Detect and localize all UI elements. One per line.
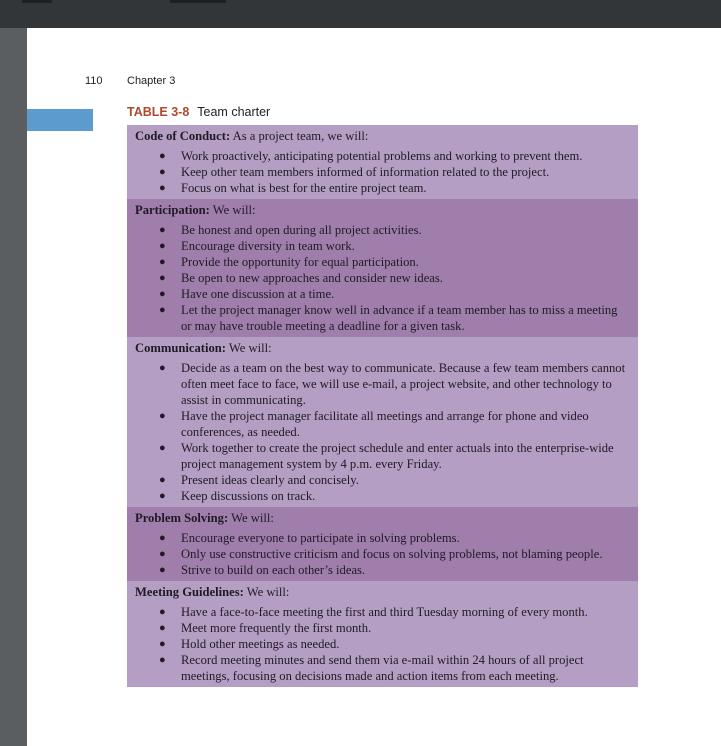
bullet-icon: ● [159, 442, 166, 454]
list-item [159, 164, 630, 180]
list-item [159, 472, 630, 488]
toolbar-mark [22, 0, 52, 3]
bullet-icon: ● [159, 224, 166, 236]
list-item [159, 636, 630, 652]
list-item [159, 562, 630, 578]
list-item [159, 408, 630, 440]
section-title: Participation: [135, 203, 210, 217]
list-item [159, 180, 630, 196]
list-item-text: Keep other team members informed of information related to the project. [181, 165, 550, 179]
section-title: Meeting Guidelines: [135, 585, 244, 599]
charter-section [127, 337, 638, 507]
section-list [135, 222, 630, 334]
section-title: Code of Conduct: [135, 129, 231, 143]
list-item-text: Have a face-to-face meeting the first and third Tuesday morning of every month. [181, 605, 588, 619]
section-intro: As a project team, we will: [232, 129, 369, 143]
charter-section [127, 581, 638, 687]
section-list [135, 530, 630, 578]
section-heading [135, 584, 630, 600]
bullet-icon: ● [159, 362, 166, 374]
document-page [27, 28, 721, 746]
team-charter-table [127, 125, 638, 687]
list-item [159, 620, 630, 636]
list-item [159, 440, 630, 472]
bullet-icon: ● [159, 166, 166, 178]
list-item-text: Present ideas clearly and concisely. [181, 473, 359, 487]
list-item-text: Have the project manager facilitate all meetings and arrange for phone and video conferences, as needed. [181, 409, 589, 439]
list-item [159, 286, 630, 302]
section-intro: We will: [231, 511, 274, 525]
section-title: Communication: [135, 341, 226, 355]
list-item [159, 222, 630, 238]
list-item [159, 546, 630, 562]
list-item [159, 254, 630, 270]
section-list [135, 604, 630, 684]
list-item-text: Be open to new approaches and consider new ideas. [181, 271, 443, 285]
bullet-icon: ● [159, 240, 166, 252]
section-intro: We will: [228, 341, 272, 355]
list-item-text: Be honest and open during all project activities. [181, 223, 422, 237]
section-list [135, 360, 630, 504]
chapter-label: Chapter 3 [127, 75, 176, 87]
toolbar-mark [170, 0, 226, 3]
list-item [159, 148, 630, 164]
list-item [159, 604, 630, 620]
list-item [159, 652, 630, 684]
bullet-icon: ● [159, 532, 166, 544]
bullet-icon: ● [159, 304, 166, 316]
section-intro: We will: [246, 585, 290, 599]
list-item-text: Strive to build on each other’s ideas. [181, 563, 366, 577]
bullet-icon: ● [159, 638, 166, 650]
list-item-text: Only use constructive criticism and focus on solving problems, not blaming people. [181, 547, 603, 561]
viewer-toolbar [0, 0, 721, 28]
list-item [159, 488, 630, 504]
list-item-text: Provide the opportunity for equal participation. [181, 255, 419, 269]
bullet-icon: ● [159, 490, 166, 502]
list-item-text: Work together to create the project schedule and enter actuals into the enterprise-wide project management system by 4 p.m. every Friday. [181, 441, 614, 471]
list-item-text: Decide as a team on the best way to communicate. Because a few team members cannot often meet face to face, we will use e-mail, a project website, and other technology to assist in communicating. [181, 361, 626, 407]
section-list [135, 148, 630, 196]
viewer-gutter [0, 28, 27, 746]
bullet-icon: ● [159, 474, 166, 486]
section-heading [135, 202, 630, 218]
bullet-icon: ● [159, 182, 166, 194]
list-item [159, 238, 630, 254]
list-item-text: Encourage diversity in team work. [181, 239, 355, 253]
list-item-text: Keep discussions on track. [181, 489, 316, 503]
table-number: TABLE 3-8 [127, 105, 190, 119]
list-item-text: Meet more frequently the first month. [181, 621, 372, 635]
charter-section [127, 199, 638, 337]
list-item-text: Hold other meetings as needed. [181, 637, 340, 651]
section-title: Problem Solving: [135, 511, 229, 525]
bullet-icon: ● [159, 654, 166, 666]
list-item [159, 302, 630, 334]
chapter-side-tab [27, 109, 93, 131]
bullet-icon: ● [159, 548, 166, 560]
charter-section [127, 507, 638, 581]
bullet-icon: ● [159, 606, 166, 618]
section-intro: We will: [212, 203, 256, 217]
list-item-text: Record meeting minutes and send them via e-mail within 24 hours of all project meetings, focusing on decisions made and action items from each meeting. [181, 653, 584, 683]
list-item-text: Let the project manager know well in advance if a team member has to miss a meeting or may have trouble meeting a deadline for a given task. [181, 303, 618, 333]
list-item [159, 530, 630, 546]
bullet-icon: ● [159, 256, 166, 268]
section-heading [135, 340, 630, 356]
bullet-icon: ● [159, 150, 166, 162]
list-item-text: Encourage everyone to participate in solving problems. [181, 531, 460, 545]
bullet-icon: ● [159, 272, 166, 284]
list-item [159, 270, 630, 286]
list-item-text: Work proactively, anticipating potential problems and working to prevent them. [181, 149, 583, 163]
bullet-icon: ● [159, 288, 166, 300]
charter-section [127, 125, 638, 199]
section-heading [135, 510, 630, 526]
table-caption [127, 105, 270, 119]
table-title: Team charter [197, 105, 271, 119]
section-heading [135, 128, 630, 144]
page-number: 110 [85, 75, 103, 87]
list-item-text: Focus on what is best for the entire project team. [181, 181, 427, 195]
bullet-icon: ● [159, 564, 166, 576]
list-item-text: Have one discussion at a time. [181, 287, 335, 301]
bullet-icon: ● [159, 622, 166, 634]
bullet-icon: ● [159, 410, 166, 422]
list-item [159, 360, 630, 408]
